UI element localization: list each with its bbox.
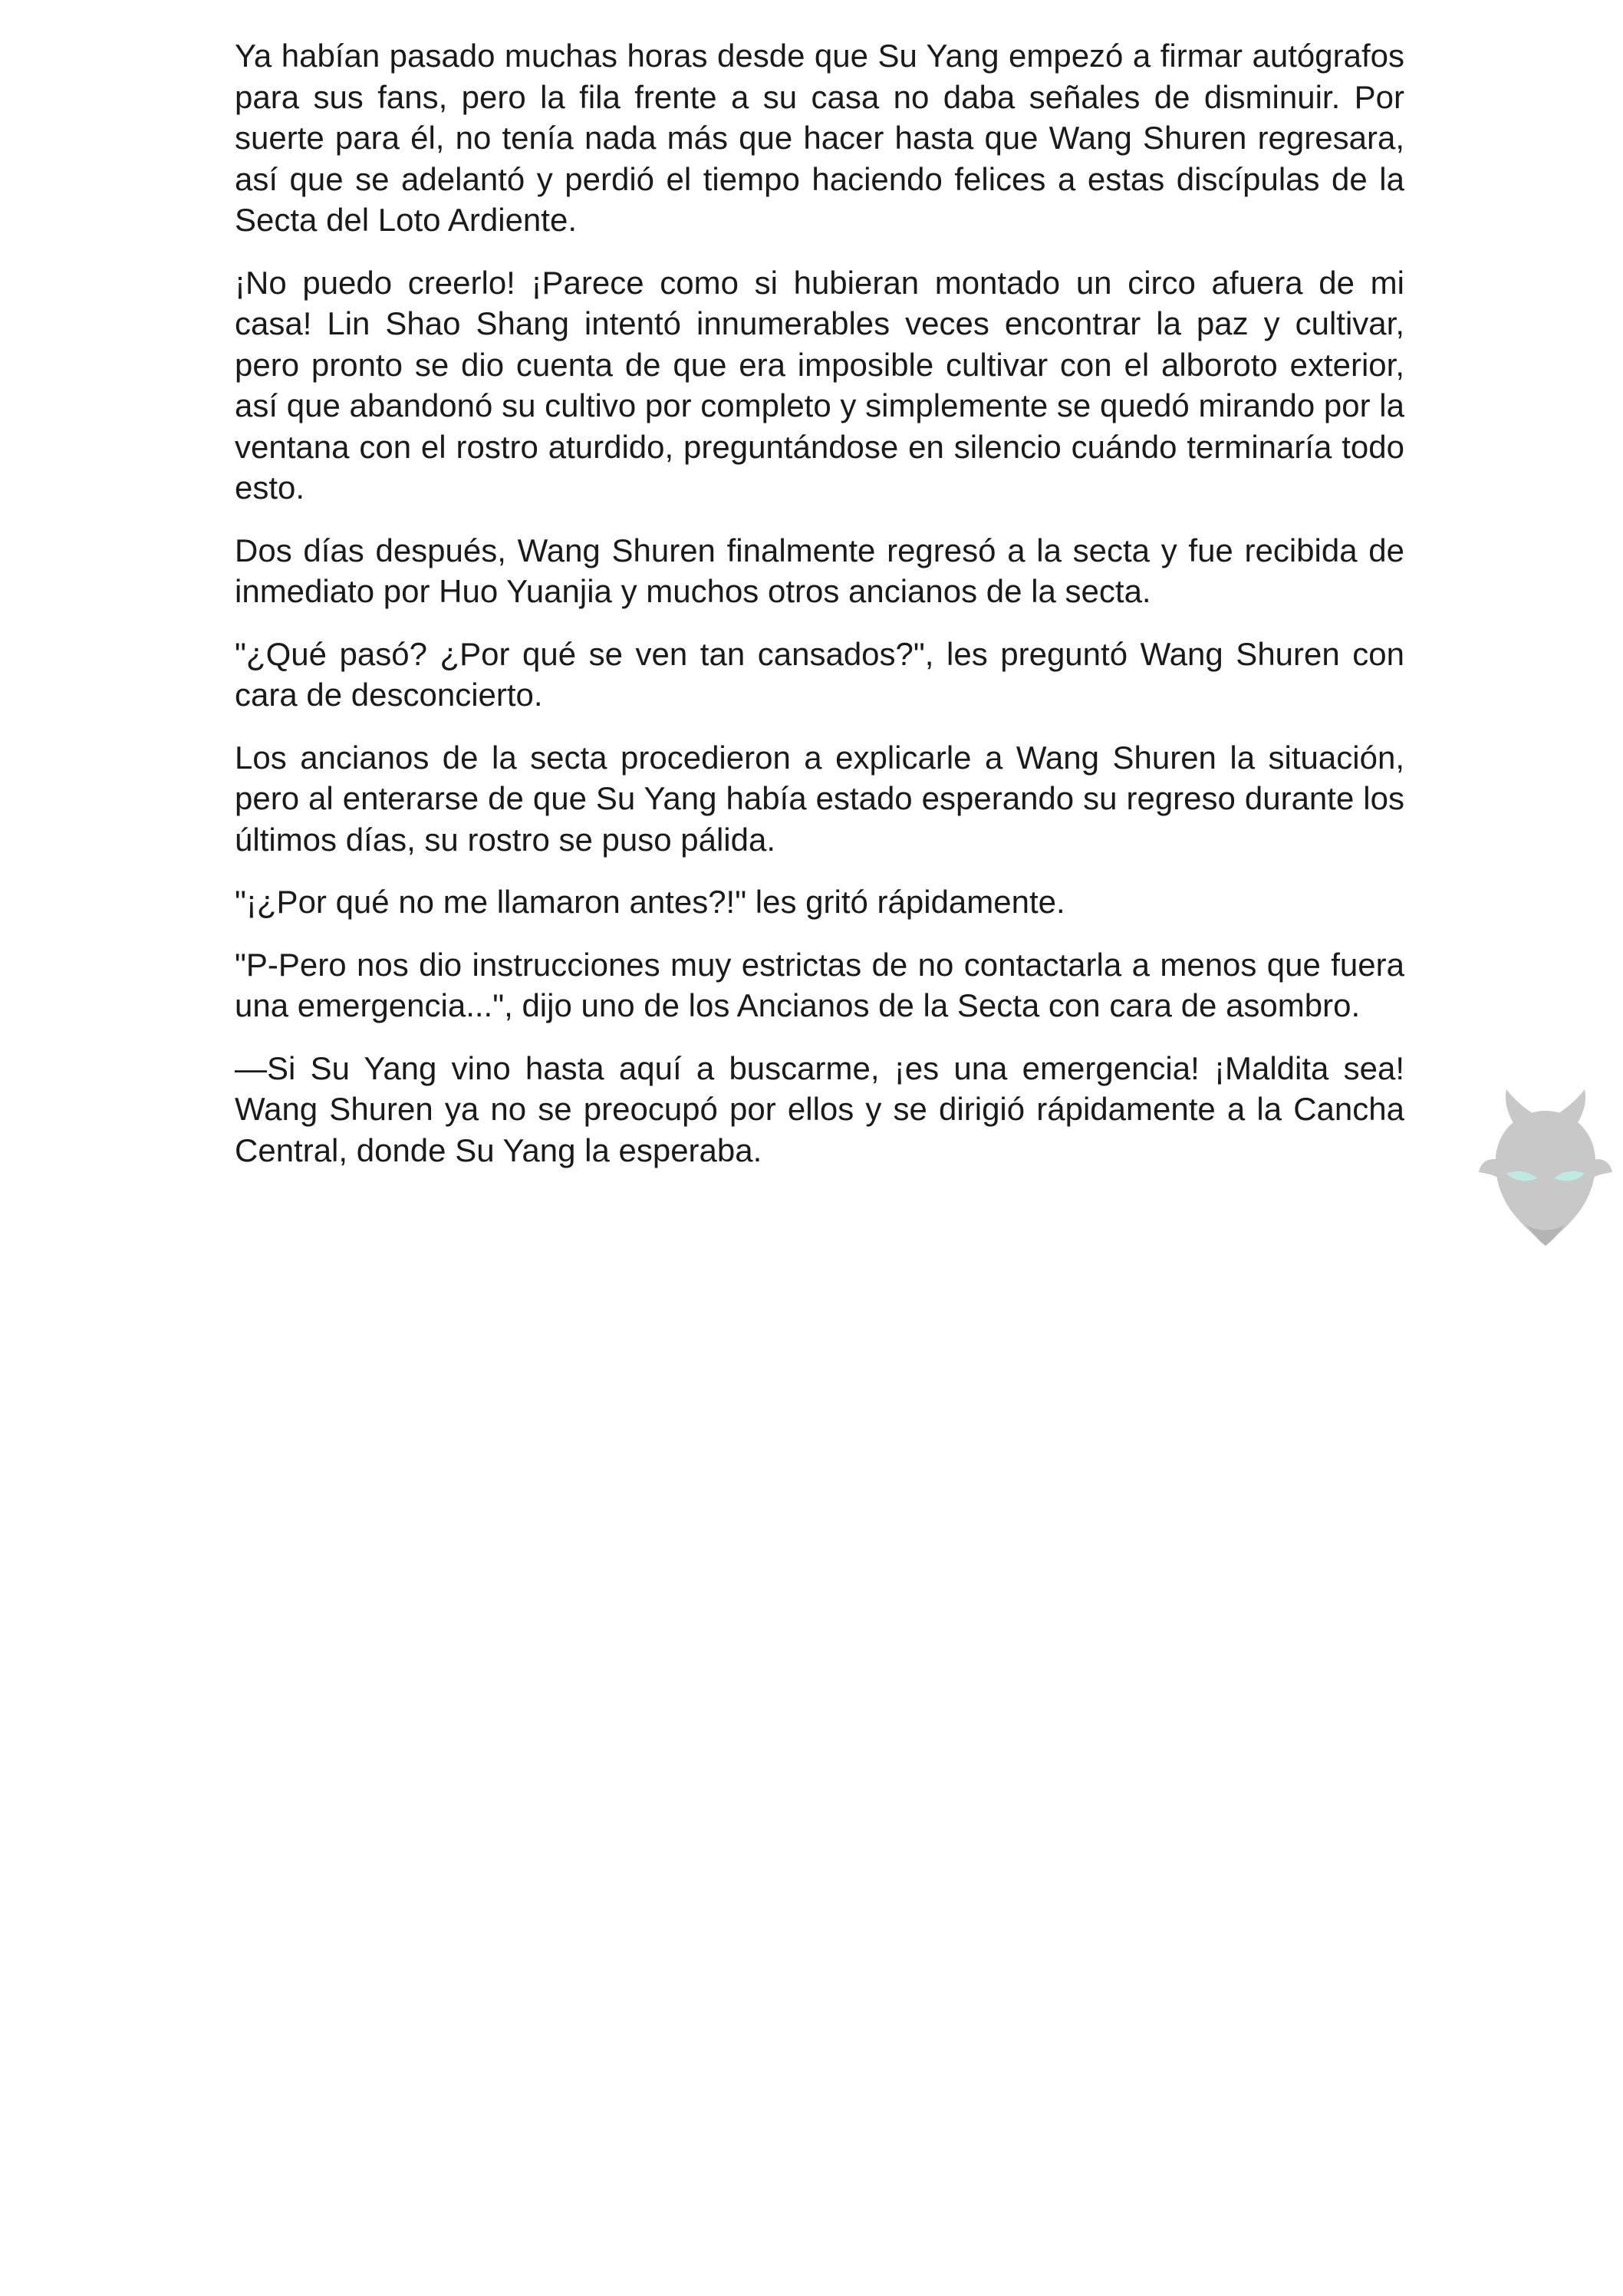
- watermark-left-ear: [1479, 1159, 1502, 1180]
- paragraph-3: Dos días después, Wang Shuren finalmente regresó a la secta y fue recibida de inmediato por Huo Yuanjia y muchos otros ancianos de la secta.: [235, 532, 1404, 609]
- paragraph-4: "¿Qué pasó? ¿Por qué se ven tan cansados?", les preguntó Wang Shuren con cara de desconcierto.: [235, 635, 1404, 713]
- watermark-right-ear: [1589, 1159, 1612, 1180]
- paragraph-6: "¡¿Por qué no me llamaron antes?!" les gritó rápidamente.: [235, 884, 1065, 920]
- paragraph-8: —Si Su Yang vino hasta aquí a buscarme, ¡es una emergencia! ¡Maldita sea! Wang Shuren ya no se preocupó por ellos y se dirigió rápidamente a la Cancha Central, donde Su Yang la esperaba.: [235, 1049, 1404, 1168]
- paragraph-5: Los ancianos de la secta procedieron a explicarle a Wang Shuren la situación, pero al enterarse de que Su Yang había estado esperando su regreso durante los últimos días, su rostro se puso pálida.: [235, 739, 1404, 858]
- chapter-text: [235, 35, 1404, 1192]
- paragraph-1: Ya habían pasado muchas horas desde que Su Yang empezó a firmar autógrafos para sus fans, pero la fila frente a su casa no daba señales de disminuir. Por suerte para él, no tenía nada más que hacer hasta que Wang Shuren regresara, así que se adelantó y perdió el tiempo haciendo felices a estas discípulas de la Secta del Loto Ardiente.: [235, 38, 1404, 238]
- demon-head-icon: [1473, 1074, 1618, 1250]
- paragraph-7: "P-Pero nos dio instrucciones muy estrictas de no contactarla a menos que fuera una emergencia...", dijo uno de los Ancianos de la Secta con cara de asombro.: [235, 946, 1404, 1023]
- watermark-head: [1496, 1111, 1595, 1244]
- paragraph-2: ¡No puedo creerlo! ¡Parece como si hubieran montado un circo afuera de mi casa! Lin Shao Shang intentó innumerables veces encontrar la paz y cultivar, pero pronto se dio cuenta de que era imposible cultivar con el alboroto exterior, así que abandonó su cultivo por completo y simplemente se quedó mirando por la ventana con el rostro aturdido, preguntándose en silencio cuándo terminaría todo esto.: [235, 264, 1404, 506]
